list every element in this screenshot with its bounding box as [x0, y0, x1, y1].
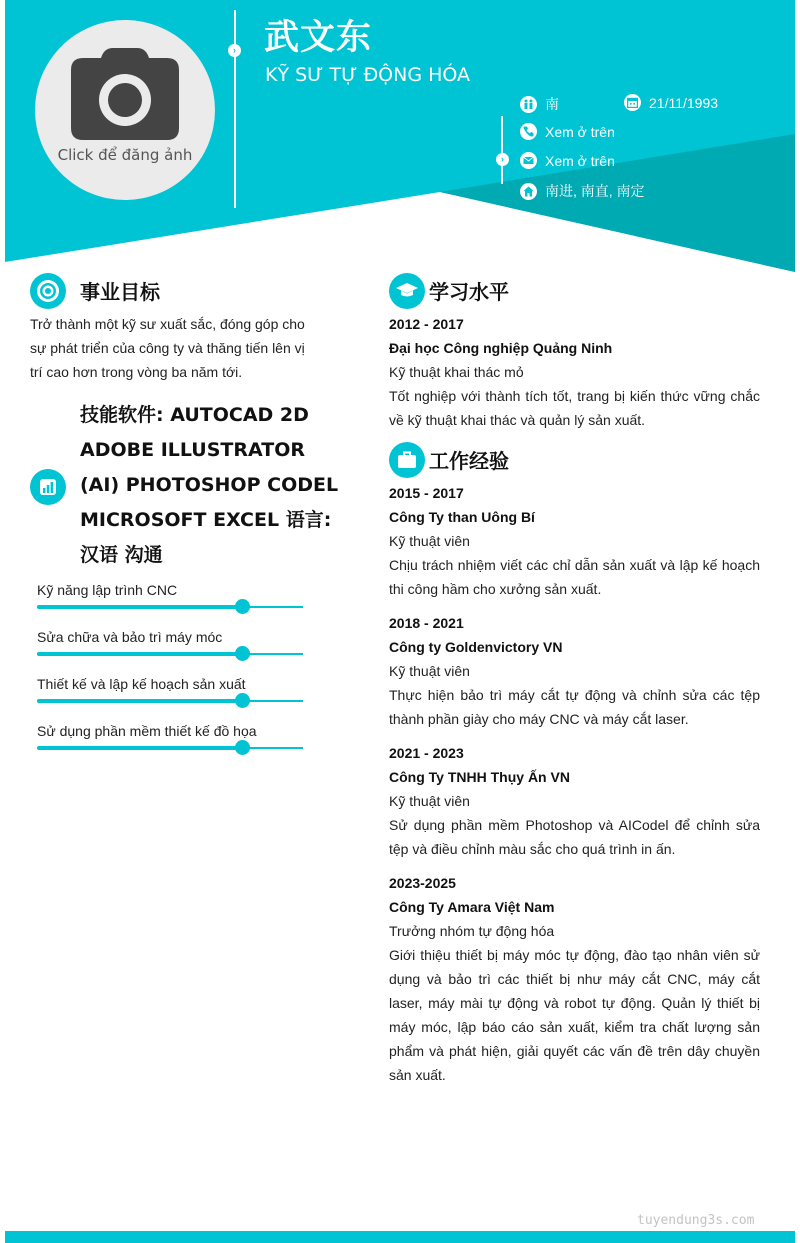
education-heading: 学习水平	[429, 280, 509, 304]
info-divider	[501, 116, 503, 184]
skill-label: Kỹ năng lập trình CNC	[37, 582, 178, 598]
job-entry	[389, 611, 760, 731]
job-position: Kỹ thuật viên	[389, 533, 470, 549]
skill-item	[37, 629, 303, 655]
job-company: Công Ty TNHH Thụy Ấn VN	[389, 769, 570, 785]
header-divider	[234, 10, 236, 208]
job-description: Giới thiệu thiết bị máy móc tự động, đào tạo nhân viên sử dụng và bảo trì các thiết bị như máy cắt CNC, máy cắt laser, máy mài tự động và robot tự động. Quản lý thiết bị máy móc, lập báo cáo sản xuất, kiểm tra chất lượng sản phẩm và phát hiện, giải quyết các vấn đề trên dây chuyền sản xuất.	[389, 947, 760, 1083]
job-position: Kỹ thuật viên	[389, 793, 470, 809]
gender-value: 南	[545, 96, 559, 112]
skill-fill	[37, 746, 242, 750]
skill-fill	[37, 699, 242, 703]
education-period: 2012 - 2017	[389, 316, 464, 332]
skill-track	[37, 700, 303, 702]
gender-info	[520, 94, 559, 114]
candidate-title: KỸ SƯ TỰ ĐỘNG HÓA	[265, 64, 471, 86]
job-entry	[389, 871, 760, 1087]
target-icon	[30, 273, 66, 309]
gender-icon	[520, 96, 537, 113]
home-icon	[520, 183, 537, 200]
job-description: Thực hiện bảo trì máy cắt tự động và chỉnh sửa các tệp thành phần giày cho máy CNC và máy cắt laser.	[389, 687, 760, 727]
address-value: 南进, 南直, 南定	[545, 183, 645, 199]
education-entry	[389, 312, 760, 432]
skill-track	[37, 606, 303, 608]
skill-slider-thumb[interactable]	[235, 646, 250, 661]
education-major: Kỹ thuật khai thác mỏ	[389, 364, 524, 380]
candidate-name: 武文东	[264, 18, 373, 58]
chevron-right-icon: ›	[496, 153, 509, 166]
phone-info	[520, 123, 615, 140]
skill-item	[37, 582, 303, 608]
calendar-icon	[624, 94, 641, 111]
graduation-cap-icon	[389, 273, 425, 309]
job-description: Chịu trách nhiệm viết các chỉ dẫn sản xuất và lập kế hoạch thi công hầm cho xưởng sản xuất.	[389, 557, 760, 597]
phone-icon	[520, 123, 537, 140]
skill-slider-thumb[interactable]	[235, 693, 250, 708]
objective-heading: 事业目标	[80, 280, 160, 304]
birthday-value: 21/11/1993	[649, 94, 719, 111]
job-description: Sử dụng phần mềm Photoshop và AICodel để chỉnh sửa tệp và điều chỉnh màu sắc cho quá trình in ấn.	[389, 817, 760, 857]
chevron-right-icon: ›	[228, 44, 241, 57]
education-school: Đại học Công nghiệp Quảng Ninh	[389, 340, 613, 356]
job-company: Công Ty Amara Việt Nam	[389, 899, 555, 915]
experience-list	[389, 481, 760, 1097]
skill-label: Sử dụng phần mềm thiết kế đồ họa	[37, 723, 257, 739]
skill-label: Thiết kế và lập kế hoạch sản xuất	[37, 676, 246, 692]
email-info	[520, 152, 615, 169]
job-period: 2021 - 2023	[389, 745, 464, 761]
skills-heading: 技能软件: AUTOCAD 2D ADOBE ILLUSTRATOR (AI) PHOTOSHOP CODEL MICROSOFT EXCEL 语言: 汉语 沟通	[80, 404, 339, 566]
objective-text: Trở thành một kỹ sư xuất sắc, đóng góp cho sự phát triển của công ty và thăng tiến lên vị trí cao hơn trong vòng ba năm tới.	[30, 316, 305, 380]
job-entry	[389, 741, 760, 861]
skill-slider-thumb[interactable]	[235, 740, 250, 755]
job-company: Công Ty than Uông Bí	[389, 509, 535, 525]
briefcase-icon	[389, 442, 425, 478]
phone-value: Xem ở trên	[545, 123, 615, 140]
job-period: 2023-2025	[389, 875, 456, 891]
envelope-icon	[520, 152, 537, 169]
job-company: Công ty Goldenvictory VN	[389, 639, 563, 655]
email-value: Xem ở trên	[545, 152, 615, 169]
skill-item	[37, 676, 303, 702]
photo-upload-label: Click để đăng ảnh	[57, 146, 193, 164]
birthday-info	[624, 94, 718, 111]
camera-icon	[71, 48, 179, 140]
footer-bar	[5, 1231, 795, 1243]
skill-fill	[37, 652, 242, 656]
job-period: 2018 - 2021	[389, 615, 464, 631]
skill-track	[37, 653, 303, 655]
profile-photo-upload[interactable]	[35, 20, 215, 200]
experience-heading: 工作经验	[429, 449, 509, 473]
job-position: Trưởng nhóm tự động hóa	[389, 923, 555, 939]
bar-chart-icon	[30, 469, 66, 505]
skill-label: Sửa chữa và bảo trì máy móc	[37, 629, 223, 645]
watermark: tuyendung3s.com	[637, 1213, 755, 1228]
education-description: Tốt nghiệp với thành tích tốt, trang bị kiến thức vững chắc về kỹ thuật khai thác và quản lý sản xuất.	[389, 388, 760, 428]
job-position: Kỹ thuật viên	[389, 663, 470, 679]
job-entry	[389, 481, 760, 601]
skill-track	[37, 747, 303, 749]
skill-fill	[37, 605, 242, 609]
job-period: 2015 - 2017	[389, 485, 464, 501]
skill-slider-thumb[interactable]	[235, 599, 250, 614]
address-info	[520, 181, 645, 201]
skill-item	[37, 723, 303, 749]
